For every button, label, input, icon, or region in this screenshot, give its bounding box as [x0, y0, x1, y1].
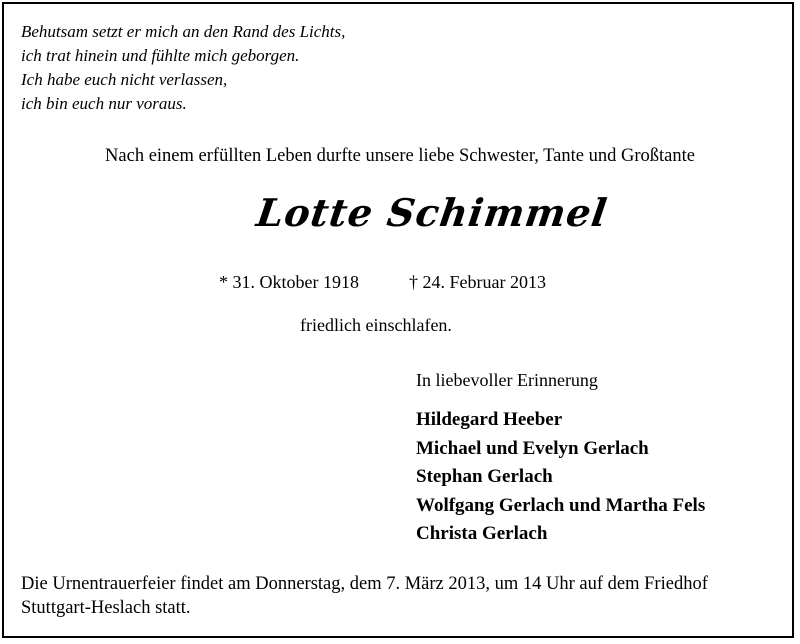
poem-line: Ich habe euch nicht verlassen,	[21, 70, 228, 89]
passing-text: friedlich einschlafen.	[300, 315, 452, 335]
family-list	[416, 406, 705, 549]
deceased-name: Lotte Schimmel	[253, 190, 611, 235]
service-line: Stuttgart-Heslach statt.	[21, 598, 191, 618]
birth-date: * 31. Oktober 1918	[219, 272, 359, 292]
intro-text: Nach einem erfüllten Leben durfte unsere liebe Schwester, Tante und Großtante	[105, 146, 695, 166]
poem-line: ich bin euch nur voraus.	[21, 94, 187, 113]
poem	[21, 20, 345, 116]
poem-line: ich trat hinein und fühlte mich geborgen.	[21, 46, 300, 65]
family-member: Hildegard Heeber	[416, 409, 563, 430]
family-member: Wolfgang Gerlach und Martha Fels	[416, 494, 706, 516]
family-member: Michael und Evelyn Gerlach	[416, 437, 649, 459]
family-member: Christa Gerlach	[416, 523, 548, 544]
poem-line: Behutsam setzt er mich an den Rand des Lichts,	[21, 22, 346, 41]
family-member: Stephan Gerlach	[416, 466, 553, 487]
service-info	[21, 572, 708, 620]
memory-heading: In liebevoller Erinnerung	[416, 370, 598, 390]
service-line: Die Urnentrauerfeier findet am Donnerstag, dem 7. März 2013, um 14 Uhr auf dem Friedhof	[21, 574, 708, 594]
death-date: † 24. Februar 2013	[409, 272, 546, 292]
